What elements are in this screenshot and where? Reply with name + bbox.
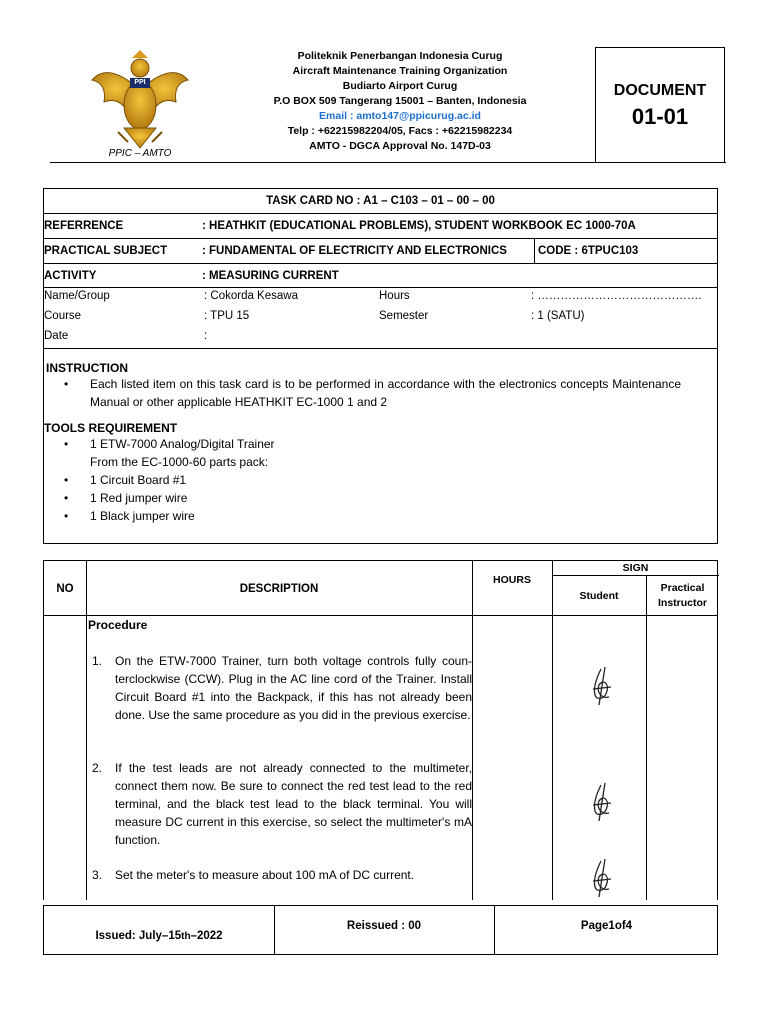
student-info-row — [44, 288, 717, 349]
name-value: : Cokorda Kesawa — [204, 290, 298, 302]
header-bottom-line — [44, 615, 717, 616]
task-card-title-row — [44, 189, 717, 214]
semester-label: Semester — [379, 310, 429, 322]
subject-row — [44, 239, 717, 264]
procedure-title: Procedure — [88, 618, 148, 632]
tool-item: • 1 Circuit Board #1 — [44, 471, 717, 489]
course-label: Course — [44, 310, 82, 322]
reissued: Reissued : 00 — [346, 920, 422, 932]
activity-value: : MEASURING CURRENT — [202, 269, 339, 282]
student-signature — [587, 665, 617, 707]
page-total: 4 — [625, 920, 633, 932]
hours-value: : ……………………………………. — [531, 290, 702, 302]
page-mid: of — [614, 920, 626, 932]
institution-line: Politeknik Penerbangan Indonesia Curug — [297, 50, 503, 62]
task-card-table — [43, 188, 718, 544]
institution-line: P.O BOX 509 Tangerang 15001 – Banten, Indonesia — [273, 95, 527, 107]
reference-row — [44, 214, 717, 239]
issued-sup: th — [181, 930, 191, 942]
document-number: 01-01 — [631, 104, 689, 129]
activity-label: ACTIVITY — [44, 269, 97, 282]
column-header-description: DESCRIPTION — [239, 583, 319, 595]
logo-badge-text: PPI — [134, 79, 146, 86]
tools-section — [44, 421, 717, 525]
instruction-title: INSTRUCTION — [46, 361, 128, 375]
tool-item: • 1 ETW-7000 Analog/Digital Trainer — [44, 435, 717, 453]
institution-line: Budiarto Airport Curug — [342, 80, 458, 92]
instruction-item: • Each listed item on this task card is to be performed in accordance with the electronics concepts Maintenance Manual or other applicable HEATHKIT EC-1000 1 and 2 — [44, 375, 681, 411]
task-card-title: TASK CARD NO : A1 – C103 – 01 – 00 – 00 — [266, 195, 495, 207]
step-text: Set the meter's to measure about 100 mA of DC current. — [115, 868, 415, 882]
procedure-step — [92, 866, 472, 884]
issued-suffix: –2022 — [190, 930, 223, 942]
activity-row — [44, 264, 717, 288]
step-number: 3. — [92, 868, 103, 882]
column-header-student: Student — [579, 590, 619, 602]
student-signature — [587, 857, 617, 899]
subject-value: : FUNDAMENTAL OF ELECTRICITY AND ELECTRONICS — [202, 245, 507, 257]
hours-label: Hours — [379, 290, 410, 302]
footer-table — [43, 905, 718, 955]
date-label: Date — [44, 330, 69, 342]
step-number: 1. — [92, 654, 103, 668]
reference-label: REFERRENCE — [44, 220, 124, 232]
tool-item: • 1 Black jumper wire — [44, 507, 717, 525]
issued-prefix: Issued: July–15 — [95, 930, 182, 942]
column-divider — [86, 561, 87, 900]
subject-label: PRACTICAL SUBJECT — [44, 245, 168, 257]
student-signature — [587, 781, 617, 823]
instruction-section — [44, 361, 717, 411]
page-prefix: Page — [580, 920, 609, 932]
column-header-instructor — [646, 581, 719, 611]
column-header-sign: SIGN — [622, 562, 649, 574]
procedure-table — [43, 560, 718, 900]
institution-info — [220, 49, 580, 154]
course-value: : TPU 15 — [204, 310, 250, 322]
column-divider — [646, 561, 647, 900]
step-number: 2. — [92, 761, 103, 775]
procedure-step — [92, 652, 472, 724]
name-label: Name/Group — [44, 290, 110, 302]
document-label: DOCUMENT — [613, 82, 707, 99]
tool-item: • 1 Red jumper wire — [44, 489, 717, 507]
code-value: CODE : 6TPUC103 — [534, 239, 719, 263]
institution-logo — [88, 50, 192, 150]
email-link[interactable]: Email : amto147@ppicurug.ac.id — [319, 110, 481, 122]
semester-value: : 1 (SATU) — [531, 310, 585, 322]
page-number — [494, 902, 719, 950]
column-divider — [472, 561, 473, 900]
reference-value: : HEATHKIT (EDUCATIONAL PROBLEMS), STUDENT WORKBOOK EC 1000-70A — [202, 220, 636, 232]
issued-date — [44, 912, 274, 960]
sign-header-divider — [552, 575, 719, 576]
tools-title: TOOLS REQUIREMENT — [44, 421, 178, 435]
institution-line: Aircraft Maintenance Training Organization — [292, 65, 508, 77]
instructor-label-line: Instructor — [657, 597, 707, 609]
document-box — [595, 47, 725, 163]
page-current: 1 — [608, 920, 615, 932]
logo-caption: PPIC – AMTO — [108, 148, 172, 159]
procedure-step — [92, 759, 472, 849]
date-value: : — [204, 330, 208, 342]
phone-line: Telp : +62215982204/05, Facs : +62215982234 — [287, 125, 513, 137]
column-header-hours: HOURS — [493, 574, 531, 586]
tools-subtitle: From the EC-1000-60 parts pack: — [90, 455, 269, 469]
step-text: On the ETW-7000 Trainer, turn both voltage controls fully coun- terclockwise (CCW). Plug in the AC line cord of the Trainer. Install Circuit Board #1 into the Backpack, if this has not already been done. Use the same procedure as you did in the previous exercise. — [115, 654, 472, 722]
column-divider — [552, 561, 553, 900]
instructor-label-line: Practical — [660, 582, 705, 594]
step-text: If the test leads are not already connected to the multimeter, connect them now. Be sure to connect the red test lead to the red terminal, and the black test lead to the black terminal. You will measure DC current in this exercise, so select the multimeter's mA function. — [115, 761, 472, 847]
approval-line: AMTO - DGCA Approval No. 147D-03 — [309, 140, 491, 152]
column-header-no: NO — [56, 583, 74, 595]
